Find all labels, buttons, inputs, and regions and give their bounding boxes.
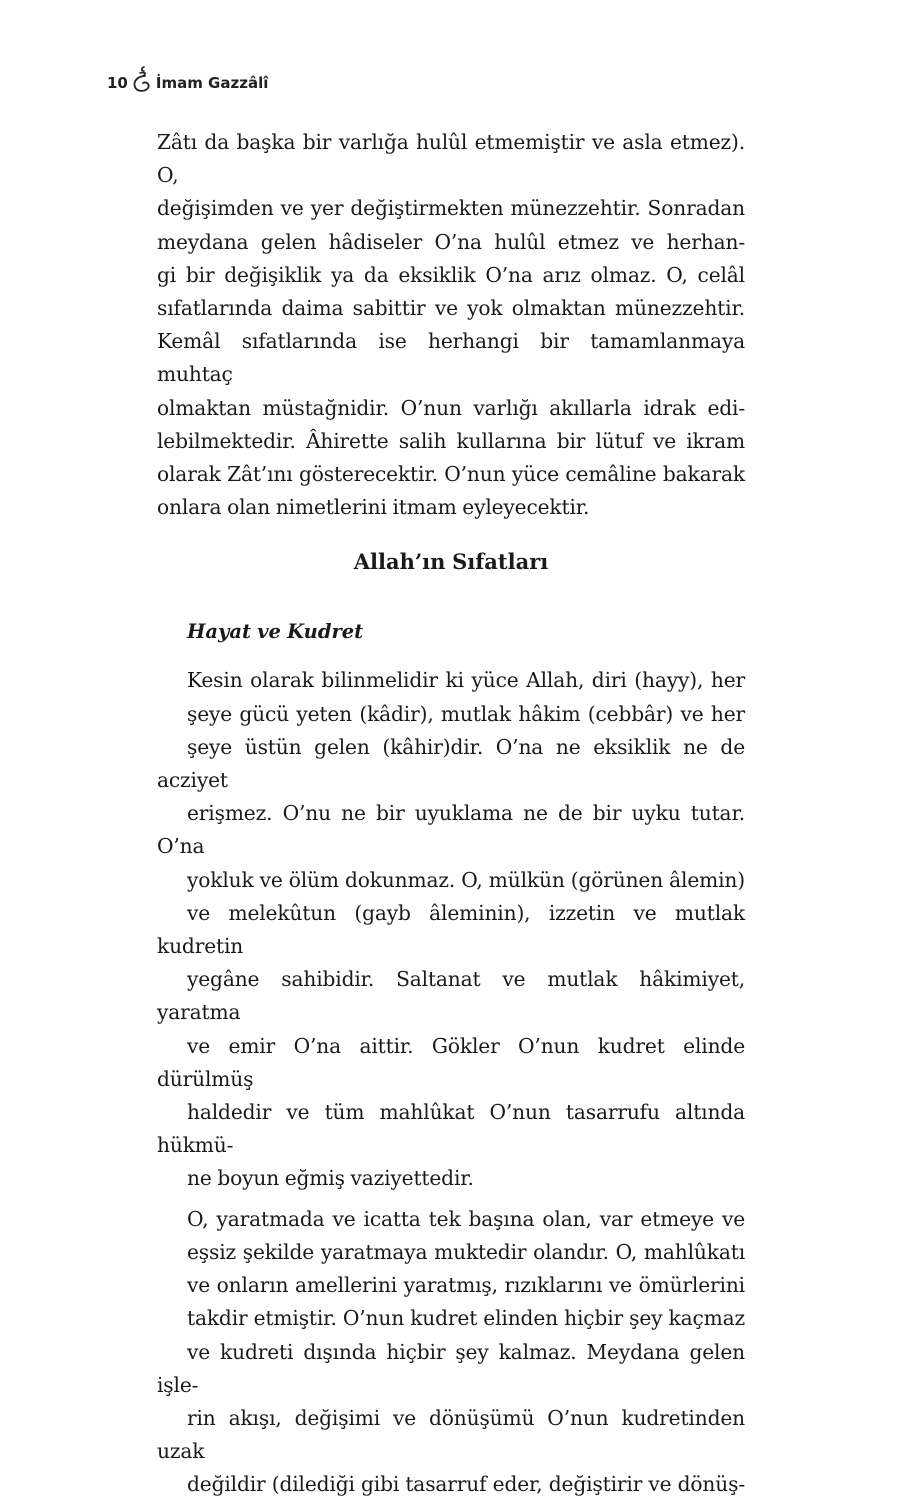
text-line: ne boyun eğmiş vaziyettedir. [187, 1166, 474, 1191]
page-body [157, 126, 745, 1502]
intro-paragraph [157, 126, 745, 524]
text-line: olarak Zât’ını gösterecektir. O’nun yüce cemâline bakarak [157, 462, 745, 487]
text-line: yokluk ve ölüm dokunmaz. O, mülkün (görünen âlemin) [187, 867, 745, 892]
section-heading: Allah’ın Sıfatları [353, 549, 549, 575]
text-line: Zâtı da başka bir varlığa hulûl etmemiştir ve asla etmez). O, [157, 130, 745, 188]
page-number: 10 [107, 74, 128, 92]
text-line: olmaktan müstağnidir. O’nun varlığı akıllarla idrak edi- [157, 395, 745, 420]
text-line: Kemâl sıfatlarında ise herhangi bir tamamlanmaya muhtaç [157, 329, 745, 387]
running-head-author: İmam Gazzâlî [155, 74, 269, 92]
text-line: ve emir O’na aittir. Gökler O’nun kudret elinde dürülmüş [157, 1033, 745, 1091]
text-line: takdir etmiştir. O’nun kudret elinden hiçbir şey kaçmaz [187, 1306, 745, 1331]
text-line: değildir (dilediği gibi tasarruf eder, değiştirir ve dönüş- [187, 1472, 745, 1497]
calligraphic-ornament-icon [131, 64, 153, 94]
text-line: gi bir değişiklik ya da eksiklik O’na arız olmaz. O, celâl [157, 262, 745, 287]
text-line: rin akışı, değişimi ve dönüşümü O’nun kudretinden uzak [157, 1405, 745, 1464]
body-paragraph-2 [157, 1203, 745, 1502]
text-line: Kesin olarak bilinmelidir ki yüce Allah, diri (hayy), her [187, 668, 745, 693]
text-line: ve onların amellerini yaratmış, rızıklarını ve ömürlerini [187, 1273, 745, 1298]
text-line: ve kudreti dışında hiçbir şey kalmaz. Meydana gelen işle- [157, 1339, 745, 1397]
text-line: erişmez. O’nu ne bir uyuklama ne de bir uyku tutar. O’na [157, 801, 745, 859]
text-line: yegâne sahibidir. Saltanat ve mutlak hâkimiyet, yaratma [157, 967, 745, 1025]
body-paragraph-1 [157, 664, 745, 1195]
subsection-heading: Hayat ve Kudret [187, 620, 364, 644]
text-line: O, yaratmada ve icatta tek başına olan, var etmeye ve [187, 1206, 745, 1231]
text-line: sıfatlarında daima sabittir ve yok olmaktan münezzehtir. [157, 296, 745, 321]
text-line: haldedir ve tüm mahlûkat O’nun tasarrufu altında hükmü- [157, 1100, 745, 1158]
text-line: meydana gelen hâdiseler O’na hulûl etmez ve herhan- [157, 229, 745, 254]
text-line: şeye üstün gelen (kâhir)dir. O’na ne eksiklik ne de acziyet [157, 734, 745, 793]
text-line: değişimden ve yer değiştirmekten münezzehtir. Sonradan [157, 196, 745, 221]
running-head [107, 64, 268, 94]
text-line: ve melekûtun (gayb âleminin), izzetin ve mutlak kudretin [157, 900, 745, 959]
text-line: onlara olan nimetlerini itmam eyleyecektir. [157, 495, 590, 520]
text-line: eşsiz şekilde yaratmaya muktedir olandır. O, mahlûkatı [187, 1239, 745, 1264]
text-line: şeye gücü yeten (kâdir), mutlak hâkim (cebbâr) ve her [187, 701, 745, 726]
text-line: lebilmektedir. Âhirette salih kullarına bir lütuf ve ikram [157, 428, 745, 453]
